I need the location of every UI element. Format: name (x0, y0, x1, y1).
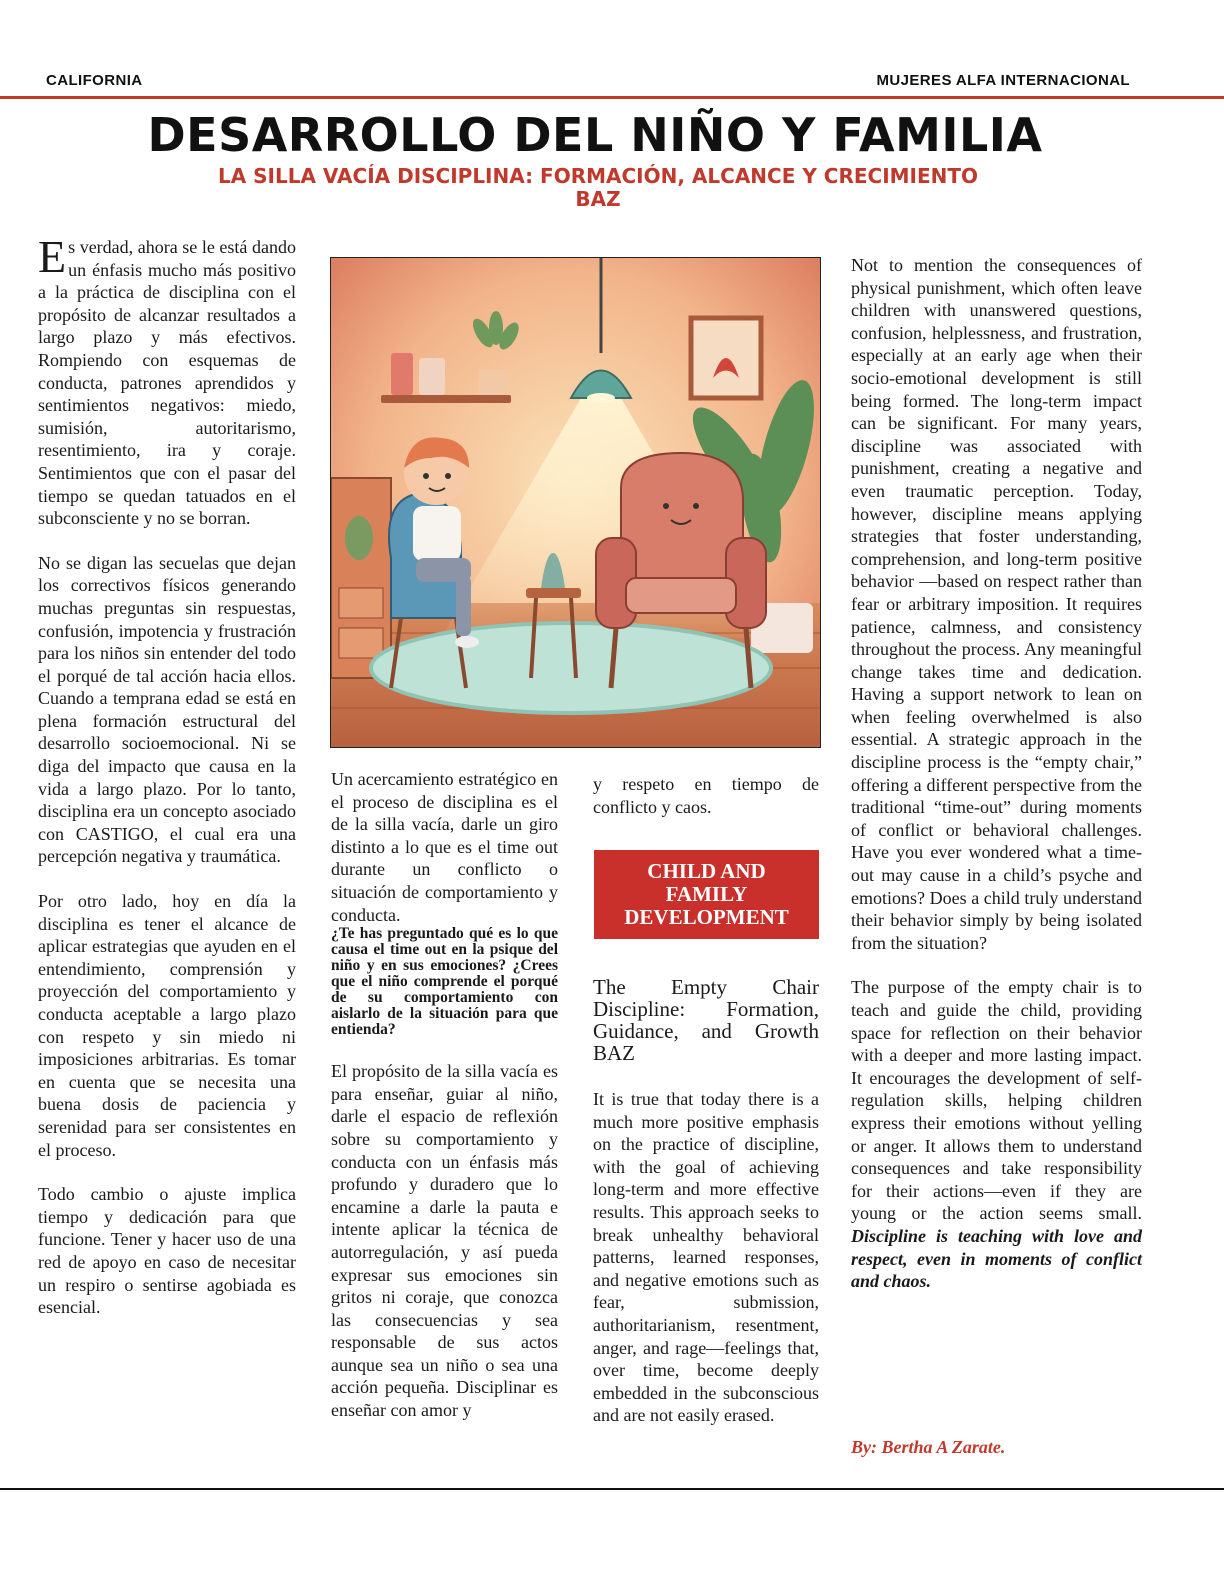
english-paragraph-1: It is true that today there is a much more positive emphasis on the practice of discipline, with the goal of achieving long-term and more effective results. This approach seeks to break unhealthy behavioral patterns, learned responses, and negative emotions such as fear, submission, authoritarianism, resentment, anger, and rage—feelings that, over time, become deeply embedded in the subconscious and are not easily erased. (593, 1089, 819, 1426)
english-title-line-2: Discipline: Formation, (593, 997, 819, 1021)
subtitle: LA SILLA VACÍA DISCIPLINA: FORMACIÓN, ALCANCE Y CRECIMIENTO (217, 164, 979, 188)
english-paragraph-3-text: The purpose of the empty chair is to teach and guide the child, providing space for reflection on their behavior with a deeper and more lasting impact. It encourages the development of self-regulation skills, helping children express their emotions without yelling or anger. It allows them to understand consequences and take responsibility for their actions—even if they are young or the action seems small. (851, 977, 1142, 1224)
english-title-line-1: The Empty Chair (593, 975, 819, 999)
spanish-paragraph-6: El propósito de la silla vacía es para enseñar, guiar al niño, darle el espacio de reflexión sobre su comportamiento y conducta con un énfasis más profundo y duradero que lo encamine a darle la pauta e intente aplicar la técnica de autorregulación, y así pueda expresar sus emociones sin gritos ni coraje, que conozca las consecuencias y sea responsable de sus actos aunque sea un niño o sea una acción pequeña. Disciplinar es enseñar con amor y (331, 1061, 558, 1421)
empty-chair-illustration (330, 257, 821, 748)
spanish-column-1 (38, 231, 296, 1341)
spanish-paragraph-5: Un acercamiento estratégico en el proceso de disciplina es el de la silla vacía, darle un giro distinto a lo que es el time out durante un conflicto o situación de comportamiento y conducta. (331, 769, 558, 925)
english-column-3 (593, 1088, 819, 1449)
english-closing-emphasis: Discipline is teaching with love and respect, even in moments of conflict and chaos. (851, 1225, 1142, 1292)
section-label-line-2: FAMILY (665, 882, 748, 906)
english-title (593, 976, 819, 1064)
subtitle-author-initials: BAZ (575, 187, 621, 211)
english-paragraph-2: Not to mention the consequences of physical punishment, which often leave children with unanswered questions, confusion, helplessness, and frustration, especially at an early age when their socio-emotional development is still being formed. The long-term impact can be significant. For many years, discipline was associated with punishment, creating a negative and even traumatic perception. Today, however, discipline means applying strategies that foster understanding, comprehension, and long-term positive behavior —based on respect rather than fear or arbitrary imposition. It requires patience, calmness, and consistency throughout the process. Any meaningful change takes time and dedication. Having a support network to lean on when feeling overwhelmed is also essential. A strategic approach in the discipline process is the “empty chair,” offering a different perspective from the traditional “time-out” during moments of conflict or behavioral challenges. Have you ever wondered what a time-out may cause in a child’s psyche and emotions? Does a child truly understand their behavior simply by being isolated from the situation? (851, 255, 1142, 953)
english-column-4 (851, 254, 1142, 1315)
header-publication-name: MUJERES ALFA INTERNACIONAL (876, 72, 1130, 89)
english-paragraph-3 (851, 976, 1142, 1292)
spanish-paragraph-1 (38, 231, 296, 530)
header-divider (0, 96, 1224, 99)
header-section-label: CALIFORNIA (46, 72, 143, 89)
author-byline: By: Bertha A Zarate. (851, 1437, 1006, 1457)
english-title-line-4: BAZ (593, 1041, 635, 1065)
spanish-paragraph-4: Todo cambio o ajuste implica tiempo y dedicación para que funcione. Tener y hacer uso de una red de apoyo en caso de necesitar un respiro o sentirse agobiada es esencial. (38, 1184, 296, 1318)
spanish-paragraph-3: Por otro lado, hoy en día la disciplina es tener el alcance de aplicar estrategias que ayuden en el entendimiento, comprensión y proyección del comportamiento y conducta aceptable a largo plazo con respeto y sin miedo ni imposiciones arbitrarias. Es tomar en cuenta que se necesita una buena dosis de paciencia y serenidad para ser consistentes en el proceso. (38, 891, 296, 1160)
english-title-line-3: Guidance, and Growth (593, 1019, 819, 1043)
section-label-line-3: DEVELOPMENT (624, 905, 789, 929)
mixed-column-3 (593, 773, 819, 840)
footer-divider (0, 1488, 1224, 1490)
spanish-paragraph-1-text: s verdad, ahora se le está dando un énfasis mucho más positivo a la práctica de disciplina con el propósito de alcanzar resultados a largo plazo y más efectivos. Rompiendo con esquemas de conducta, patrones aprendidos y sentimientos negativos: miedo, sumisión, autoritarismo, resentimiento, ira y coraje. Sentimientos que con el pasar del tiempo se quedan tatuados en el subconsciente y no se borran. (38, 237, 296, 529)
spanish-paragraph-6-continued: y respeto en tiempo de conflicto y caos. (593, 774, 819, 817)
spanish-question: ¿Te has preguntado qué es lo que causa el time out en la psique del niño y en sus emociones? ¿Crees que el niño comprende el porqué de su comportamiento con aislarlo de la situación para que entienda? (331, 925, 558, 1039)
spanish-column-2 (331, 768, 558, 1444)
spanish-paragraph-2: No se digan las secuelas que dejan los correctivos físicos generando muchas preguntas sin respuestas, confusión, impotencia y frustración para los niños sin entender del todo el porqué de tal acción hacia ellos. Cuando a temprana edad se está en plena formación estructural del desarrollo socioemocional. Ni se diga del impacto que causa en la vida a largo plazo. Por lo tanto, disciplina era un concepto asociado con CASTIGO, el cual era una percepción negativa y traumática. (38, 552, 296, 867)
section-label-line-1: CHILD AND (647, 859, 766, 883)
drop-cap: E (38, 231, 67, 282)
section-label-box (594, 850, 819, 939)
page-title: DESARROLLO DEL NIÑO Y FAMILIA (147, 108, 1043, 162)
